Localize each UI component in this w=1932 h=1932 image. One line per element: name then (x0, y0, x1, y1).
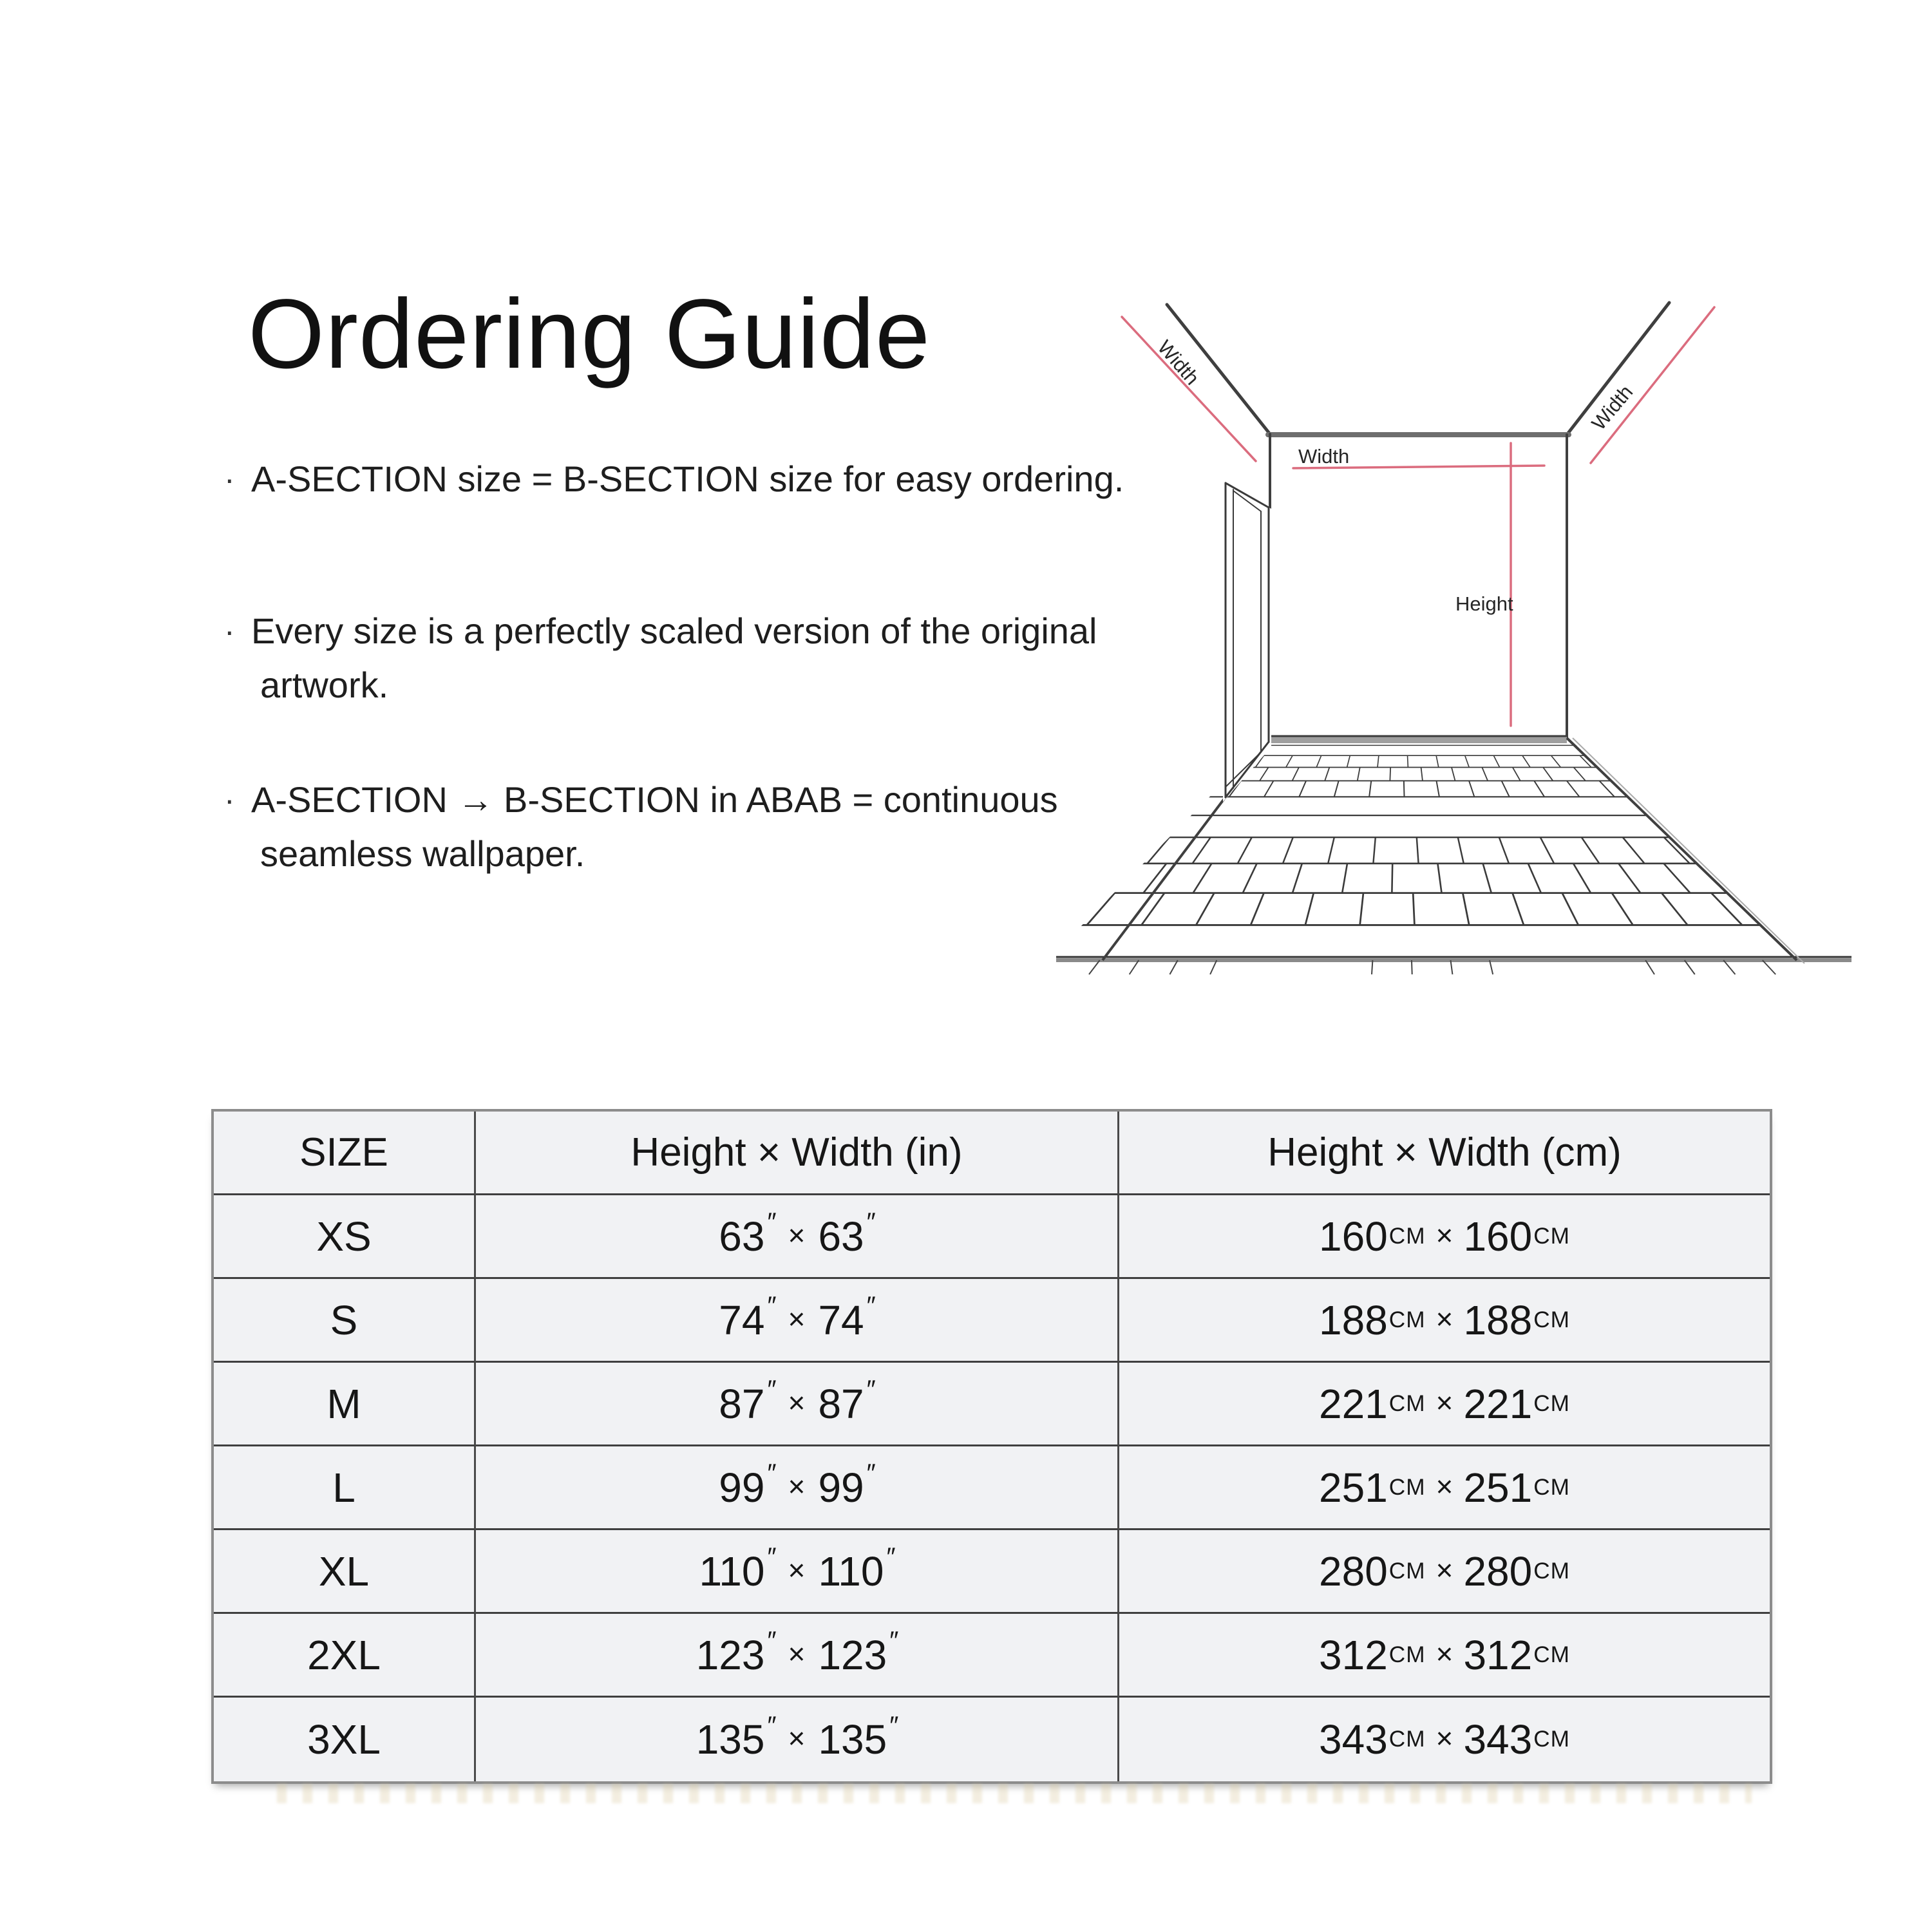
cm-width: 343 (1463, 1716, 1533, 1763)
inches-height: 99 (719, 1464, 765, 1511)
inches-width: 123 (818, 1631, 887, 1678)
inches-height: 87 (719, 1380, 765, 1427)
times-sign: × (1435, 1636, 1454, 1671)
times-sign: × (1435, 1553, 1454, 1587)
cm-cell (1119, 1698, 1770, 1781)
width-label-right-wall: Width (1587, 381, 1638, 435)
cm-unit: CM (1388, 1474, 1426, 1500)
size-cell: S (214, 1279, 476, 1363)
inches-width: 110 (818, 1548, 884, 1595)
room-measurement-diagram (1056, 270, 1880, 1030)
page-title: Ordering Guide (248, 278, 931, 389)
cm-unit: CM (1533, 1390, 1570, 1416)
door-panel (1223, 482, 1271, 802)
inch-mark: ″ (767, 1459, 775, 1488)
size-table-header-cm: Height × Width (cm) (1119, 1112, 1770, 1195)
inch-mark: ″ (889, 1711, 898, 1740)
width-line-right-wall (1591, 307, 1714, 463)
inch-mark: ″ (767, 1711, 775, 1740)
door (1223, 482, 1271, 802)
times-sign: × (788, 1469, 806, 1503)
floor-front-edge (1056, 957, 1852, 974)
width-label-left-wall: Width (1153, 336, 1204, 390)
bullet-item (224, 452, 1124, 506)
inches-width: 74 (818, 1296, 864, 1343)
width-label-back-wall: Width (1298, 445, 1350, 468)
inches-height: 123 (696, 1631, 765, 1678)
cm-unit: CM (1388, 1558, 1426, 1584)
inch-mark: ″ (866, 1208, 875, 1237)
measurement-lines (1122, 307, 1714, 726)
inches-cell (476, 1195, 1119, 1279)
inches-width: 63 (818, 1213, 864, 1260)
cm-width: 160 (1463, 1213, 1533, 1260)
inch-mark: ″ (866, 1459, 875, 1488)
size-cell: XS (214, 1195, 476, 1279)
inch-mark: ″ (767, 1208, 775, 1237)
bullet-marker: · (224, 782, 235, 818)
inch-mark: ″ (866, 1292, 875, 1321)
cm-cell (1119, 1279, 1770, 1363)
cm-unit: CM (1533, 1474, 1570, 1500)
times-sign: × (1435, 1302, 1454, 1336)
inches-cell (476, 1279, 1119, 1363)
inch-mark: ″ (767, 1292, 775, 1321)
times-sign: × (788, 1553, 806, 1587)
baseboard-shadow (1270, 736, 1567, 743)
cm-unit: CM (1388, 1223, 1426, 1249)
inches-width: 135 (818, 1716, 887, 1763)
cm-cell (1119, 1614, 1770, 1698)
inches-width: 99 (818, 1464, 864, 1511)
times-sign: × (1435, 1469, 1454, 1503)
times-sign: × (788, 1302, 806, 1336)
cm-width: 312 (1463, 1631, 1533, 1678)
inches-height: 110 (699, 1548, 765, 1595)
size-cell: 2XL (214, 1614, 476, 1698)
times-sign: × (1435, 1721, 1454, 1756)
cm-height: 160 (1319, 1213, 1388, 1260)
cm-unit: CM (1388, 1390, 1426, 1416)
inches-cell (476, 1446, 1119, 1530)
times-sign: × (788, 1218, 806, 1252)
times-sign: × (1435, 1385, 1454, 1419)
inch-mark: ″ (889, 1627, 898, 1656)
bullet-text: A-SECTION size = B-SECTION size for easy ordering. (251, 459, 1124, 499)
bullet-item (224, 773, 1058, 881)
inches-cell (476, 1363, 1119, 1446)
size-cell: 3XL (214, 1698, 476, 1781)
size-table (211, 1109, 1772, 1784)
bullet-text: Every size is a perfectly scaled version of the original (251, 611, 1097, 651)
bullet-marker: · (224, 461, 235, 497)
inches-height: 63 (719, 1213, 765, 1260)
inch-mark: ″ (767, 1543, 775, 1572)
cm-unit: CM (1533, 1307, 1570, 1332)
cm-height: 188 (1319, 1296, 1388, 1343)
right-wall-skirting (1573, 738, 1804, 963)
inches-cell (476, 1698, 1119, 1781)
cm-unit: CM (1533, 1727, 1570, 1752)
cm-cell (1119, 1195, 1770, 1279)
inches-cell (476, 1530, 1119, 1614)
cm-height: 343 (1319, 1716, 1388, 1763)
inches-width: 87 (818, 1380, 864, 1427)
cm-width: 221 (1463, 1380, 1533, 1427)
cm-width: 280 (1463, 1548, 1533, 1595)
cm-height: 312 (1319, 1631, 1388, 1678)
cm-unit: CM (1388, 1307, 1426, 1332)
times-sign: × (788, 1721, 806, 1756)
bullet-marker: · (224, 613, 235, 649)
bullet-text: A-SECTION → B-SECTION in ABAB = continuous (251, 779, 1058, 820)
inch-mark: ″ (886, 1543, 895, 1572)
cm-height: 280 (1319, 1548, 1388, 1595)
cm-cell (1119, 1530, 1770, 1614)
inches-height: 135 (696, 1716, 765, 1763)
size-table-header-inches: Height × Width (in) (476, 1112, 1119, 1195)
cm-cell (1119, 1363, 1770, 1446)
inches-cell (476, 1614, 1119, 1698)
size-cell: L (214, 1446, 476, 1530)
bullet-item (224, 604, 1097, 712)
bullet-text: artwork. (260, 665, 389, 705)
size-table-header-size: SIZE (214, 1112, 476, 1195)
right-wall-base (1567, 738, 1797, 960)
cm-unit: CM (1533, 1642, 1570, 1667)
cm-height: 251 (1319, 1464, 1388, 1511)
cm-unit: CM (1533, 1223, 1570, 1249)
cm-width: 188 (1463, 1296, 1533, 1343)
floor-plank-lines (1056, 745, 1868, 925)
inch-mark: ″ (767, 1376, 775, 1405)
times-sign: × (788, 1636, 806, 1671)
inch-mark: ″ (767, 1627, 775, 1656)
watermark-strip (277, 1784, 1752, 1803)
cm-unit: CM (1533, 1558, 1570, 1584)
cm-width: 251 (1463, 1464, 1533, 1511)
size-cell: M (214, 1363, 476, 1446)
cm-cell (1119, 1446, 1770, 1530)
size-cell: XL (214, 1530, 476, 1614)
times-sign: × (788, 1385, 806, 1419)
inches-height: 74 (719, 1296, 765, 1343)
bullet-text: seamless wallpaper. (260, 833, 585, 874)
height-label: Height (1455, 592, 1513, 615)
inch-mark: ″ (866, 1376, 875, 1405)
cm-unit: CM (1388, 1642, 1426, 1667)
cm-unit: CM (1388, 1727, 1426, 1752)
cm-height: 221 (1319, 1380, 1388, 1427)
times-sign: × (1435, 1218, 1454, 1252)
